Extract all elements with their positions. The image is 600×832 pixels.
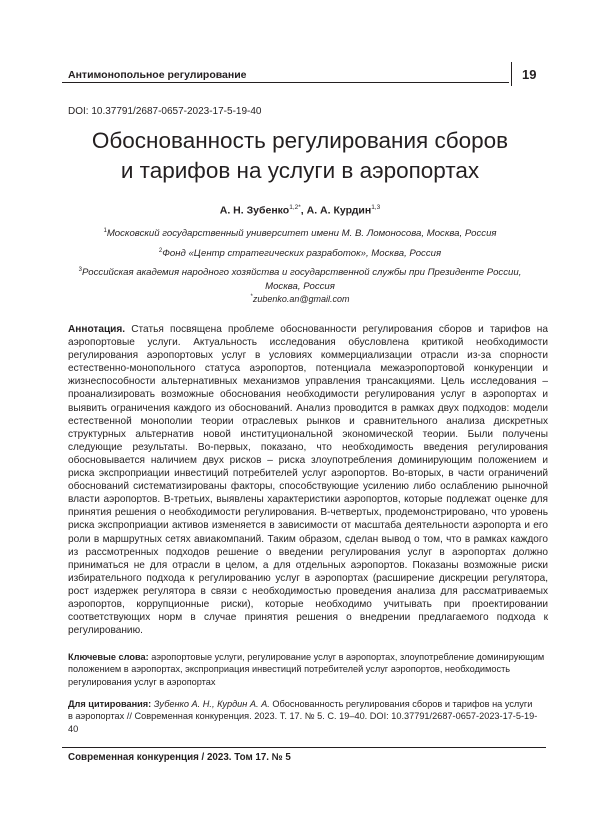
- affiliation-text-line-2: Москва, Россия: [265, 281, 335, 293]
- email-link[interactable]: zubenko.an@gmail.com: [252, 294, 350, 304]
- abstract: [68, 323, 548, 637]
- citation-text: Обоснованность регулирования сборов и тарифов на услуги в аэропортах // Современная конкуренция. 2023. Т. 17. № 5. С. 19–40. DOI: 10.37791/2687-0657-2023-17-5-19-40: [68, 699, 538, 734]
- author-affiliation-marks: 1,2*: [289, 204, 301, 211]
- corresponding-email: [60, 290, 540, 306]
- citation-label: Для цитирования:: [68, 699, 152, 709]
- keywords-text: аэропортовые услуги, регулирование услуг в аэропортах, злоупотребление доминирующим положением в аэропортах, экспроприация инвестиций потребителей услуг аэропортов, необходимость регулирования услуг в аэропортах: [68, 652, 545, 687]
- header-rule: [62, 82, 509, 83]
- title-line-1: Обоснованность регулирования сборов: [91, 128, 509, 153]
- author-affiliation-marks: 1,3: [371, 204, 381, 211]
- affiliation-text: Московский государственный университет имени М. В. Ломоносова, Москва, Россия: [106, 228, 497, 240]
- affiliation-number: 3: [78, 267, 82, 273]
- abstract-text: Статья посвящена проблеме обоснованности регулирования сборов и тарифов на аэропортовые услуги. Актуальность исследования обусловлена критикой необходимости регулирования аэропортовых услуг в условиях коммерциализации отрасли из-за спорности естественно-монопольного статуса аэропортов, потенциала межаэропортовой конкуренции и жизнеспособности альтернативных механизмов управления трансакциями. Цель исследования – проанализировать возможные обоснования необходимости регулирования услуг в аэропортах и выявить ограничения каждого из обоснований. Анализ проводится в рамках двух подходов: модели естественной монополии теории отраслевых рынков и сравнительного анализа дискретных структурных альтернатив новой институциональной экономической теории. Были получены следующие результаты. Во-первых, показано, что необходимость введения регулирования обосновывается наличием двух рисков – риска злоупотребления доминирующим положением и риска экспроприации инвестиций потребителей услуг аэропортов. Во-вторых, в части ограничений обоснований систематизированы факторы, способствующие усилению либо ослаблению рыночной власти аэропортов. В-третьих, выявлены характеристики аэропортов, которые подлежат оценке для принятия решения о необходимости регулирования. В-четвертых, продемонстрировано, что уровень риска экспроприации активов изменяется в зависимости от масштаба деятельности аэропорта и его роли в маршрутных сетях авиакомпаний. Таким образом, сделан вывод о том, что в рамках каждого из рассмотренных подходов решение о введении регулирования услуг в аэропортах должно приниматься не для отрасли в целом, а для отдельных аэропортов. Показаны возможные риски избирательного подхода к регулированию услуг в аэропортах (расширение дискреции регулятора, рост издержек регулятора в связи с необходимостью проведения анализа для рассматриваемых аэропортов, коррупционные риски), которые необходимо учитывать при проектировании соответствующих норм в случае принятия решения о внедрении предлагаемого подхода к регулированию.: [68, 324, 548, 637]
- affiliation-2: [60, 244, 540, 261]
- footer-journal: Современная конкуренция / 2023. Том 17. № 5: [68, 752, 291, 763]
- citation: [68, 698, 538, 735]
- abstract-label: Аннотация.: [68, 324, 126, 335]
- email-mark: *: [250, 294, 253, 300]
- affiliation-number: 1: [103, 228, 107, 234]
- author-name: А. А. Курдин: [306, 204, 372, 217]
- footer-rule: [62, 747, 546, 748]
- author-separator: ,: [300, 204, 307, 217]
- author-name: А. Н. Зубенко: [219, 204, 290, 217]
- authors: [60, 204, 540, 217]
- keywords: [68, 651, 546, 688]
- page-number: 19: [522, 67, 537, 82]
- doi: DOI: 10.37791/2687-0657-2023-17-5-19-40: [68, 106, 262, 117]
- keywords-label: Ключевые слова:: [68, 652, 149, 662]
- affiliation-text-line-1: Российская академия народного хозяйства и государственной службы при Президенте России,: [81, 267, 522, 279]
- citation-authors: Зубенко А. Н., Курдин А. А.: [151, 699, 270, 709]
- affiliation-number: 2: [158, 248, 163, 254]
- section-label: Антимонопольное регулирование: [68, 69, 247, 81]
- title-line-2: и тарифов на услуги в аэропортах: [120, 158, 480, 183]
- article-title: [60, 126, 540, 186]
- affiliation-1: [60, 224, 540, 241]
- affiliation-text: Фонд «Центр стратегических разработок», Москва, Россия: [162, 248, 442, 260]
